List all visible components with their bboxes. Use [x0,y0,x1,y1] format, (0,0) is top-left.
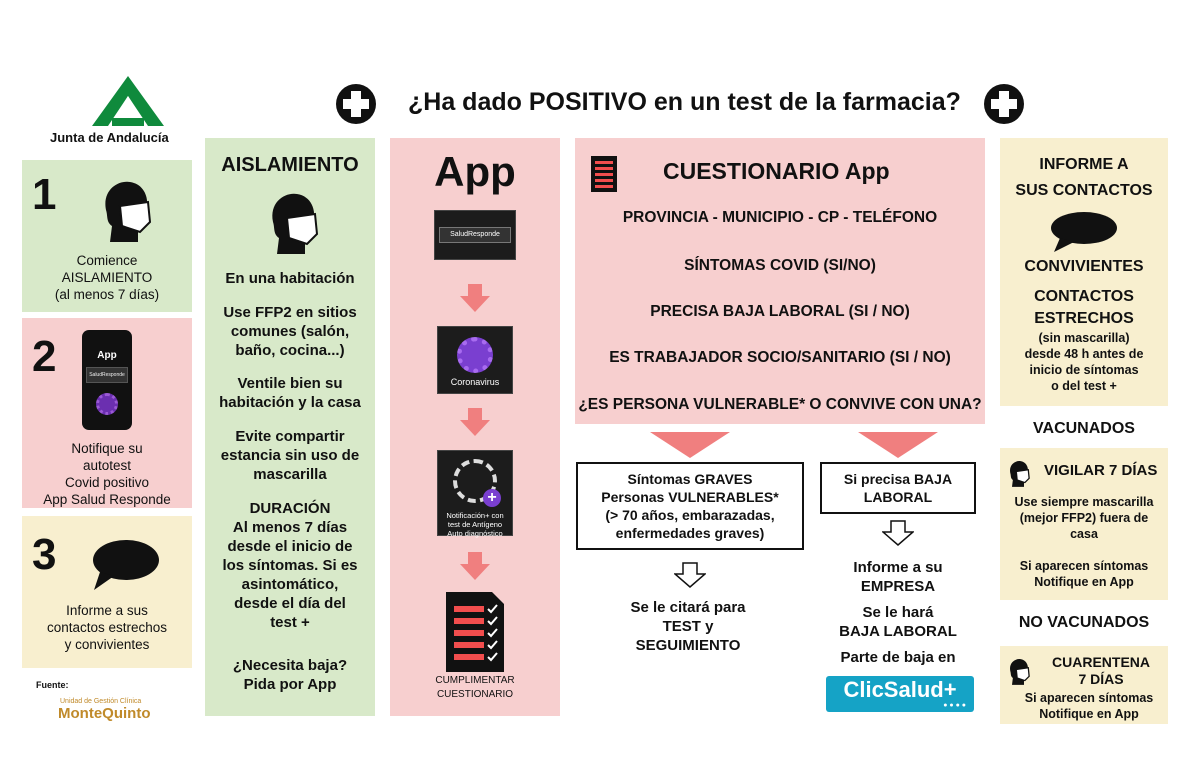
masked-head-icon [1006,460,1030,488]
phone-app-label: App [97,350,117,361]
vacunados-panel [1000,448,1168,600]
junta-logo-text: Junta de Andalucía [50,130,169,145]
outline-arrow-down-icon [882,520,914,546]
step-2-text: Notifique su autotest Covid positivo App Salud Responde [43,441,171,507]
arrow-down-icon [460,284,490,312]
cuestionario-question: SÍNTOMAS COVID (SI/NO) [684,257,876,274]
cuestionario-question: PROVINCIA - MUNICIPIO - CP - TELÉFONO [622,209,938,226]
arrow-down-icon [460,552,490,580]
notificacion-app-icon: + Notificación+ con test de Antígeno Auto diagnóstico [437,450,513,536]
aislamiento-title: AISLAMIENTO [221,154,359,176]
step-1-panel [22,160,192,312]
baja-result-laboral: Se le hará BAJA LABORAL [839,604,957,640]
cuestionario-panel [575,138,985,424]
cuestionario-title: CUESTIONARIO App [663,158,890,184]
vacunados-text-1: Use siempre mascarilla (mejor FFP2) fuera de casa [1014,495,1154,541]
aislamiento-item: Use FFP2 en sitios comunes (salón, baño, cocina...) [223,304,357,359]
arrow-down-icon [460,408,490,436]
duracion-block: DURACIÓN Al menos 7 días desde el inicio de los síntomas. Si es asintomático, desde el día del test + [222,500,358,631]
step-2-panel [22,318,192,508]
step-number: 2 [32,332,57,381]
step-3-panel [22,516,192,668]
virus-icon [96,393,118,415]
cuestionario-question: ES TRABAJADOR SOCIO/SANITARIO (SI / NO) [609,349,951,366]
clicsalud-logo: ClicSalud+ ● ● ● ● [826,676,974,712]
aislamiento-item: En una habitación [225,270,355,287]
arrow-down-icon [650,432,730,458]
no-vacunados-panel [1000,646,1168,724]
cumplimentar-text: CUMPLIMENTAR CUESTIONARIO [435,675,515,700]
cross-icon-left [336,84,376,124]
cuestionario-question: PRECISA BAJA LABORAL (SI / NO) [650,303,910,320]
saludresponde-app-icon: SaludResponde [434,210,516,260]
step-3-text: Informe a sus contactos estrechos y convivientes [46,603,168,652]
graves-box: Síntomas GRAVES Personas VULNERABLES* (> 70 años, embarazadas, enfermedades graves) [576,462,804,550]
speech-bubble-icon [90,538,160,592]
outline-arrow-down-icon [674,562,706,588]
baja-app-block: ¿Necesita baja? Pida por App [232,657,348,693]
convivientes-label: CONVIVIENTES [1024,258,1144,275]
contactos-title: INFORME A SUS CONTACTOS [1015,156,1153,199]
baja-result-parte: Parte de baja en [840,649,956,666]
arrow-down-icon [858,432,938,458]
baja-result-empresa: Informe a su EMPRESA [853,559,943,595]
masked-head-icon [96,180,152,244]
contactos-panel [1000,138,1168,406]
gear-plus-icon: + [453,459,497,503]
step-1-text: Comience AISLAMIENTO (al menos 7 días) [54,253,160,302]
vacunados-title: VACUNADOS [1033,420,1135,437]
no-vacunados-text: Si aparecen síntomas Notifique en App [1024,691,1154,721]
app-title: App [434,148,516,195]
vacunados-text-2: Si aparecen síntomas Notifique en App [1019,559,1149,589]
baja-box: Si precisa BAJA LABORAL [820,462,976,514]
virus-icon [457,337,493,373]
contactos-estrechos-detail: (sin mascarilla) desde 48 h antes de inicio de síntomas o del test + [1024,331,1144,393]
page-title: ¿Ha dado POSITIVO en un test de la farmacia? [408,88,961,116]
source-org-small: Unidad de Gestión Clínica [60,698,142,705]
masked-head-icon [263,192,319,256]
cross-icon-right [984,84,1024,124]
source-label: Fuente: [36,680,69,690]
source-org: MonteQuinto [58,705,151,722]
source [36,680,186,722]
phone-icon [82,330,132,430]
junta-logo [50,70,180,150]
checklist-icon [446,592,504,672]
coronavirus-app-icon: Coronavirus [437,326,513,394]
junta-logo-icon [68,70,188,132]
app-panel [390,138,560,716]
vigilar-title: VIGILAR 7 DÍAS [1044,462,1158,479]
step-number: 1 [32,170,57,219]
aislamiento-item: Ventile bien su habitación y la casa [219,375,361,411]
cuarentena-title: CUARENTENA 7 DÍAS [1052,654,1150,687]
step-number: 3 [32,530,57,579]
document-icon [591,156,617,192]
speech-bubble-icon [1048,210,1118,254]
aislamiento-item: Evite compartir estancia sin uso de mascarilla [220,428,360,483]
graves-result: Se le citará para TEST y SEGUIMIENTO [630,599,746,654]
phone-app-banner: SaludResponde [86,367,128,383]
contactos-estrechos-label: CONTACTOS ESTRECHOS [1034,288,1134,327]
no-vacunados-title: NO VACUNADOS [1018,614,1150,631]
aislamiento-panel [205,138,375,716]
masked-head-icon [1006,658,1030,686]
cuestionario-question: ¿ES PERSONA VULNERABLE* O CONVIVE CON UNA? [578,396,982,413]
